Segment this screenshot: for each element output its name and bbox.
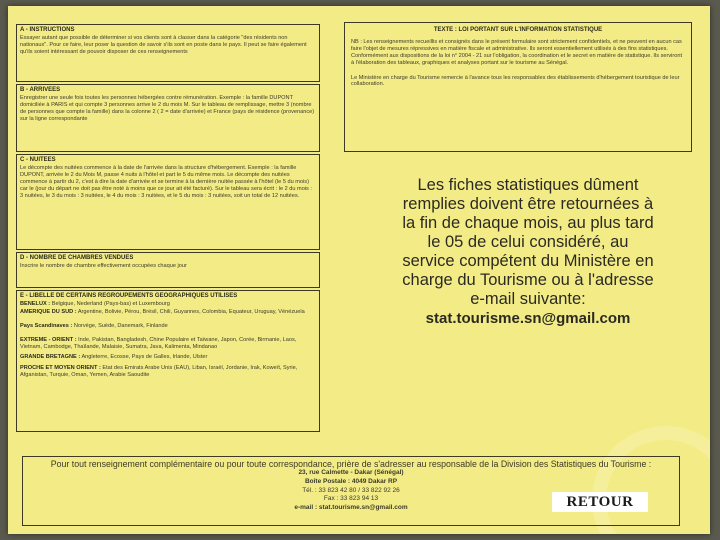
footer-po-box: Boîte Postale : 4049 Dakar RP: [304, 477, 398, 485]
section-title: C - NUITEES: [20, 157, 56, 163]
region-benelux: BENELUX : Belgique, Nederland (Pays-bas) et Luxembourg: [20, 300, 170, 307]
footer-address: 23, rue Calmette - Dakar (Sénégal): [298, 469, 404, 476]
section-nights: [16, 154, 320, 250]
section-title: B - ARRIVEES: [20, 87, 61, 93]
footer-fax: Fax : 33 823 94 13: [323, 495, 379, 503]
law-nb: NB : Les renseignements recueillis et consignés dans le présent formulaire sont strictement confidentiels, et ne peuvent en aucun cas faire l'objet de mesures répressives en matière fiscale et administrative. Ils seront essentiellement utilisés à des fins statistiques. Conformément aux dispositions de la loi n° 2004 - 21 sur l'obligation, la coordination et le secret en matière de statistique. Ils serviront à l'élaboration des tableaux, graphiques et analyses portant sur le tourisme au Sénégal.: [351, 38, 683, 66]
return-notice: [400, 176, 656, 328]
region-south-america: AMERIQUE DU SUD : Argentine, Bolivie, Pérou, Brésil, Chili, Guyannes, Colombia, Equateur, Uruguay, Vénézuela: [20, 308, 305, 315]
section-title: A - INSTRUCTIONS: [20, 27, 75, 33]
section-body: Inscrire le nombre de chambre effectivement occupées chaque jour: [20, 262, 187, 269]
footer-email: e-mail : stat.tourisme.sn@gmail.com: [294, 504, 408, 512]
return-notice-text: Les fiches statistiques dûment remplies doivent être retournées à la fin de chaque mois, au plus tard le 05 de celui considéré, au service compétent du Ministère en charge du Tourisme ou à l'adresse e-mail suivante:: [402, 176, 654, 308]
section-instructions: [16, 24, 320, 82]
region-scandinavia: Pays Scandinaves : Norvège, Suède, Danemark, Finlande: [20, 322, 168, 329]
footer-tel: Tél. : 33 823 42 80 / 33 822 92 26: [302, 486, 400, 494]
region-great-britain: GRANDE BRETAGNE : Angleterre, Ecosse, Pays de Galles, Irlande, Ulster: [20, 354, 208, 361]
retour-button[interactable]: RETOUR: [552, 492, 648, 512]
section-rooms: [16, 252, 320, 288]
section-arrivals: [16, 84, 320, 152]
section-body: Le décompte des nuitées commence à la date de l'arrivée dans la structure d'hébergement. Exemple : la famille DUPONT, arrivée le 2 du Mois M, passe 4 nuits à l'hôtel et part le 5 du même mois. Le décompte des nuitées commence à partir du 2, c'est à dire la date d'arrivée et se termine à la dernière nuitée passée à l'hôtel (le 5 du mois) car le (jour du départ ne doit pas être noté à moins que ce jour ait été facturé). Sur le tableau sera écrit : le 2 du mois : 3 nuitées, le 3 du mois : 3 nuitées, le 4 du mois : 3 nuitées, et le 5 du mois : 3 nuitées, soit un total de 12 nuitées.: [20, 164, 312, 199]
contact-footer: [22, 456, 680, 526]
section-body: Enregistrer une seule fois toutes les personnes hébergées contre rémunération. Exemple : la famille DUPONT domiciliée à PARIS et qui compte 3 personnes arrive le 2 du mois M. Sur le tableau de remplissage, mettre 3 (nombre de personnes que compte la famille) dans la colonne 2 ( 2 = date d'arrivée) et France (pays de résidence (provenance) sur la ligne correspondante: [20, 94, 315, 122]
footer-lead: Pour tout renseignement complémentaire ou pour toute correspondance, prière de s'adresser au responsable de la Division des Statistiques du Tourisme :: [50, 459, 652, 469]
return-notice-email: stat.tourisme.sn@gmail.com: [425, 310, 631, 327]
section-title: E - LIBELLE DE CERTAINS REGROUPEMENTS GEOGRAPHIQUES UTILISES: [20, 293, 238, 299]
region-far-east: EXTREME - ORIENT : Inde, Pakistan, Bangladesh, Chine Populaire et Taïwane, Japon, Corée, Birmanie, Laos, Vietnam, Cambodge, Thaïlande, Malaisie, Sumatra, Java, Kalimenta, Mindanao: [20, 336, 297, 350]
section-body: Essayer autant que possible de déterminer si vos clients sont à classer dans la catégorie "des résidents non nationaux". Pour ce faire, leur poser la question de savoir s'ils sont en poste dans le pays. Il peut se faire également qu'ils soient intéressant de pouvoir disposer de ces renseignements: [20, 34, 307, 55]
section-regions: [16, 290, 320, 432]
law-title: TEXTE : LOI PORTANT SUR L'INFORMATION STATISTIQUE: [433, 27, 603, 33]
law-thanks: Le Ministère en charge du Tourisme remercie à l'avance tous les responsables des établissements d'hébergement touristique de leur collaboration.: [351, 74, 680, 88]
section-title: D - NOMBRE DE CHAMBRES VENDUES: [20, 255, 134, 261]
form-sheet: [8, 6, 710, 534]
region-middle-east: PROCHE ET MOYEN ORIENT : Etat des Emirats Arabe Unis (EAU), Liban, Israël, Jordanie, Irak, Koweït, Syrie, Afganistan, Turquie, Oman, Yemen, Arabie Saoudite: [20, 365, 298, 379]
law-box: [344, 22, 692, 152]
